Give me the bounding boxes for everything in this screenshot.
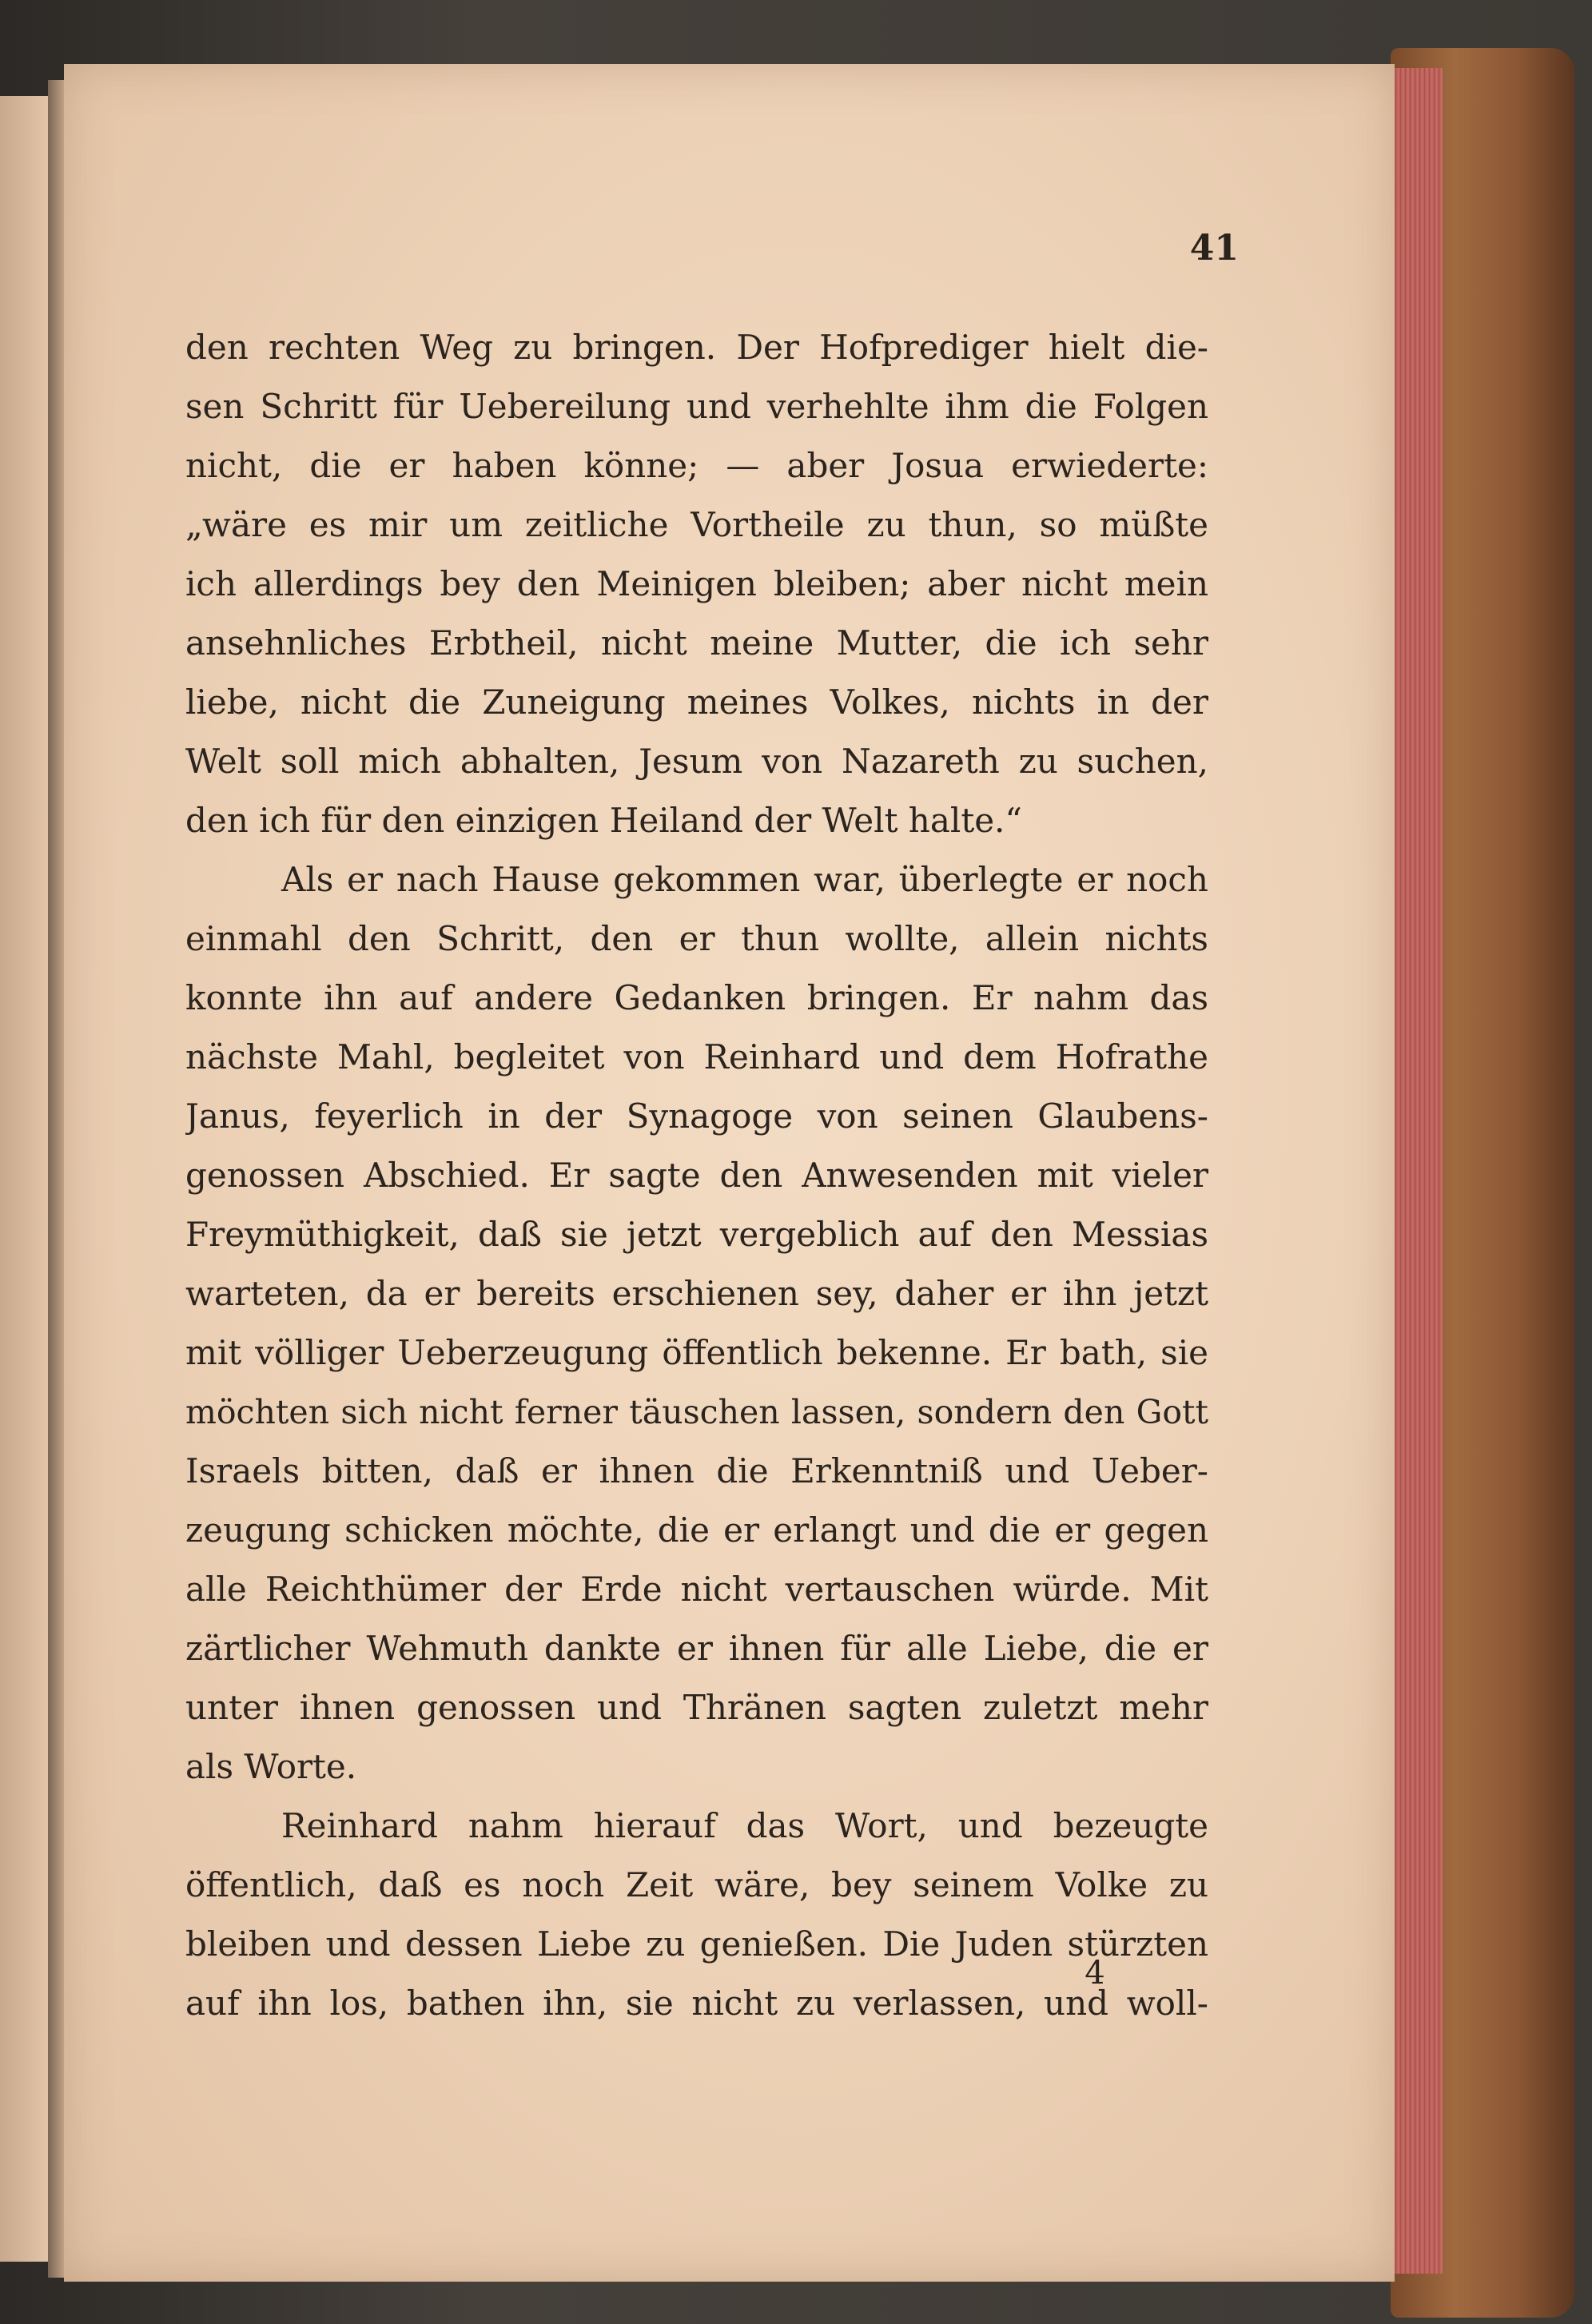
text-line: alle Reichthümer der Erde nicht vertauschen würde. Mit [185, 1570, 1208, 1609]
signature-mark: 4 [1085, 1955, 1105, 1992]
text-line: öffentlich, daß es noch Zeit wäre, bey seinem Volke zu [185, 1865, 1208, 1904]
text-line: Reinhard nahm hierauf das Wort, und bezeugte [281, 1806, 1208, 1845]
text-line: konnte ihn auf andere Gedanken bringen. Er nahm das [185, 978, 1208, 1017]
text-line: zärtlicher Wehmuth dankte er ihnen für alle Liebe, die er [185, 1629, 1208, 1668]
text-line: einmahl den Schritt, den er thun wollte, allein nichts [185, 919, 1208, 958]
text-line: Janus, feyerlich in der Synagoge von seinen Glaubens- [185, 1096, 1208, 1136]
text-line: als Worte. [185, 1747, 357, 1786]
text-line: liebe, nicht die Zuneigung meines Volkes, nichts in der [185, 682, 1208, 722]
text-line: unter ihnen genossen und Thränen sagten zuletzt mehr [185, 1688, 1208, 1727]
text-line: auf ihn los, bathen ihn, sie nicht zu verlassen, und woll- [185, 1984, 1208, 2023]
text-line: Israels bitten, daß er ihnen die Erkenntniß und Ueber- [185, 1451, 1208, 1490]
text-line: zeugung schicken möchte, die er erlangt und die er gegen [185, 1510, 1208, 1550]
text-line: Welt soll mich abhalten, Jesum von Nazareth zu suchen, [185, 742, 1208, 781]
text-line: den rechten Weg zu bringen. Der Hofprediger hielt die- [185, 328, 1208, 367]
text-line: den ich für den einzigen Heiland der Welt halte.“ [185, 801, 1022, 840]
page-number: 41 [1189, 228, 1239, 269]
text-line: mit völliger Ueberzeugung öffentlich bekenne. Er bath, sie [185, 1333, 1208, 1372]
text-line: warteten, da er bereits erschienen sey, daher er ihn jetzt [185, 1274, 1208, 1313]
text-line: möchten sich nicht ferner täuschen lassen, sondern den Gott [185, 1393, 1208, 1431]
text-line: „wäre es mir um zeitliche Vortheile zu thun, so müßte [185, 505, 1208, 544]
text-line: ich allerdings bey den Meinigen bleiben; aber nicht mein [185, 564, 1208, 603]
text-line: sen Schritt für Uebereilung und verhehlte ihm die Folgen [185, 387, 1208, 426]
text-line: bleiben und dessen Liebe zu genießen. Die Juden stürzten [185, 1924, 1208, 1964]
text-line: ansehnliches Erbtheil, nicht meine Mutter, die ich sehr [185, 623, 1208, 663]
text-line: genossen Abschied. Er sagte den Anwesenden mit vieler [185, 1156, 1208, 1195]
text-line: nicht, die er haben könne; — aber Josua erwiederte: [185, 446, 1208, 485]
page-edges [1387, 68, 1443, 2274]
text-line: Als er nach Hause gekommen war, überlegte er noch [281, 860, 1208, 899]
body-text [185, 318, 1208, 2033]
text-line: nächste Mahl, begleitet von Reinhard und dem Hofrathe [185, 1037, 1208, 1076]
text-line: Freymüthigkeit, daß sie jetzt vergeblich auf den Messias [185, 1215, 1208, 1254]
